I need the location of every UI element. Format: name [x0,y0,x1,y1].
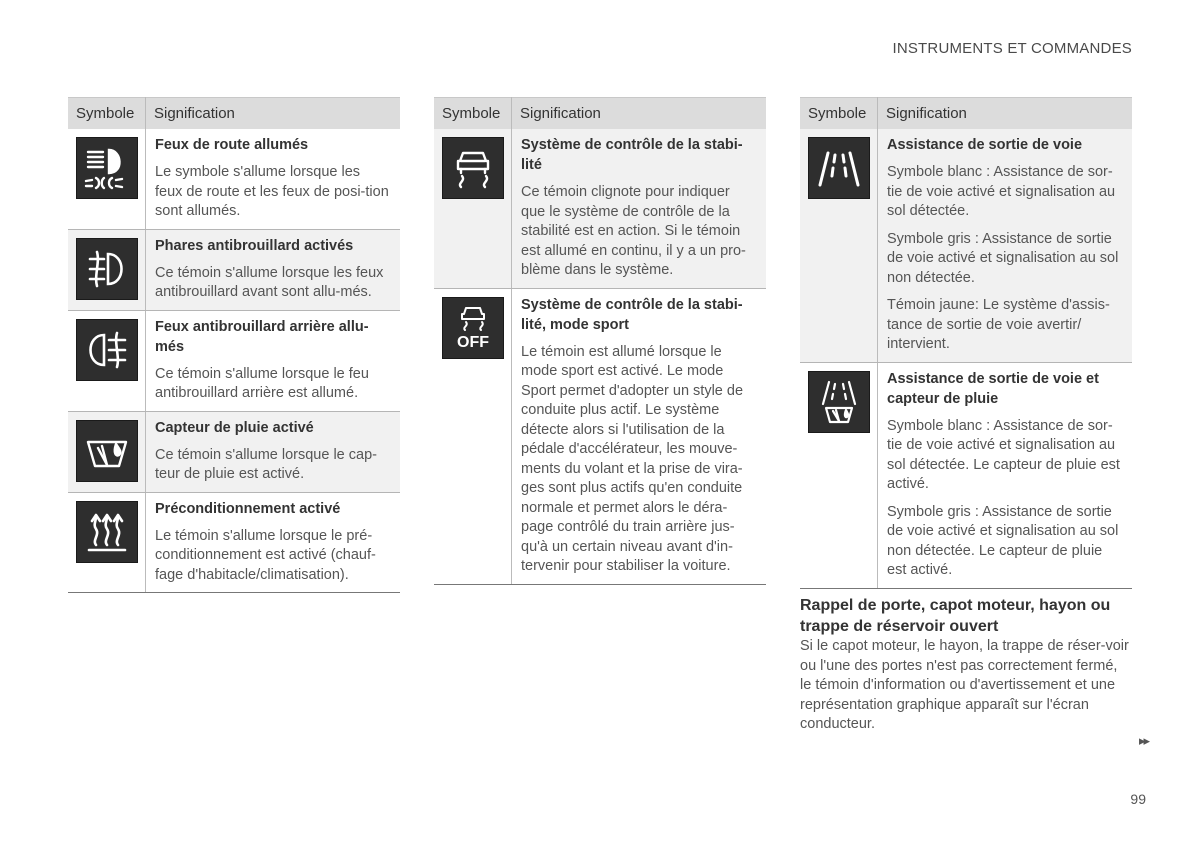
table-row [800,129,1132,362]
row-title: Assistance de sortie de voie et capteur de pluie [887,370,1099,407]
row-title: Feux de route allumés [155,137,309,153]
table-row [68,129,400,229]
lane-departure-rain-sensor-icon [808,371,870,433]
rain-sensor-icon [76,420,138,482]
rear-fog-light-icon [76,319,138,381]
table-row [68,411,400,492]
front-fog-light-icon [76,238,138,300]
meaning-column-header: Signification [512,98,767,130]
chapter-title: INSTRUMENTS ET COMMANDES [892,40,1132,57]
stability-control-sport-icon [442,297,504,359]
preconditioning-icon [76,501,138,563]
table-row [68,492,400,593]
lane-departure-icon [808,137,870,199]
table-row [434,288,766,584]
row-description: Témoin jaune: Le système d'assis-tance de sortie de voie avertir/ intervient. [887,297,1110,352]
row-description: Symbole gris : Assistance de sortie de voie activé et signalisation au sol non détectée. Le capteur de pluie est activé. [887,503,1119,578]
row-description: Le témoin est allumé lorsque le mode sport est activé. Le mode Sport permet d'adopter un style de conduite plus actif. Le système détecte alors si l'utilisation de la pédale d'accélérateur, les mouve-ments du volant et la prise de vira-ges sont plus actifs qu'en conduite normale et permet alors le déra-page contrôlé du train arrière jus-qu'à un certain niveau avant d'in-tervenir pour stabiliser la voiture. [521,343,744,574]
row-description: Ce témoin s'allume lorsque les feux antibrouillard avant sont allu-més. [155,264,384,300]
table-row [68,229,400,310]
meaning-column-header: Signification [146,98,401,130]
row-title: Phares antibrouillard activés [155,237,354,254]
table-row [800,362,1132,588]
stability-control-icon [442,137,504,199]
high-beam-icon [76,137,138,199]
row-description: Ce témoin clignote pour indiquer que le système de contrôle de la stabilité est en action. Si le témoin est allumé en continu, il y a un pro-blème dans le système. [521,184,746,278]
row-title: Capteur de pluie activé [155,419,314,436]
row-title: Préconditionnement activé [155,500,341,517]
row-description: Symbole blanc : Assistance de sor-tie de voie activé et signalisation au sol détectée. [887,164,1116,219]
symbol-table-3 [800,97,1132,589]
section-heading: Rappel de porte, capot moteur, hayon ou trappe de réservoir ouvert [800,597,1111,635]
symbol-table-2 [434,97,766,585]
symbol-table-1 [68,97,400,593]
section-body: Si le capot moteur, le hayon, la trappe de réser-voir ou l'une des portes n'est pas correctement fermé, le témoin d'information ou d'avertissement et une représentation graphique apparaît sur l'écran conducteur. [800,638,1129,732]
row-title: Feux antibrouillard arrière allu-més [155,318,369,355]
continue-arrows-icon: ▸▸ [1138,733,1148,748]
row-description: Le symbole s'allume lorsque les feux de route et les feux de posi-tion sont allumés. [155,164,389,219]
row-title: Assistance de sortie de voie [887,137,1083,153]
row-title: Système de contrôle de la stabi-lité, mode sport [521,296,743,333]
row-description: Symbole gris : Assistance de sortie de voie activé et signalisation au sol non détectée. [887,230,1119,286]
row-description: Symbole blanc : Assistance de sor-tie de voie activé et signalisation au sol détectée. Le capteur de pluie est activé. [887,417,1120,492]
meaning-column-header: Signification [878,98,1133,130]
row-description: Le témoin s'allume lorsque le pré-conditionnement est activé (chauf-fage d'habitacle/climatisation). [155,527,376,583]
symbol-column-header: Symbole [434,98,512,130]
symbol-column-header: Symbole [68,98,146,130]
row-title: Système de contrôle de la stabi-lité [521,137,743,173]
row-description: Ce témoin s'allume lorsque le feu antibrouillard arrière est allumé. [155,365,369,401]
row-description: Ce témoin s'allume lorsque le cap-teur de pluie est activé. [155,446,377,482]
off-label: OFF [457,333,489,351]
table-row [434,129,766,288]
page-number: 99 [1130,791,1146,807]
table-row [68,310,400,411]
symbol-column-header: Symbole [800,98,878,130]
